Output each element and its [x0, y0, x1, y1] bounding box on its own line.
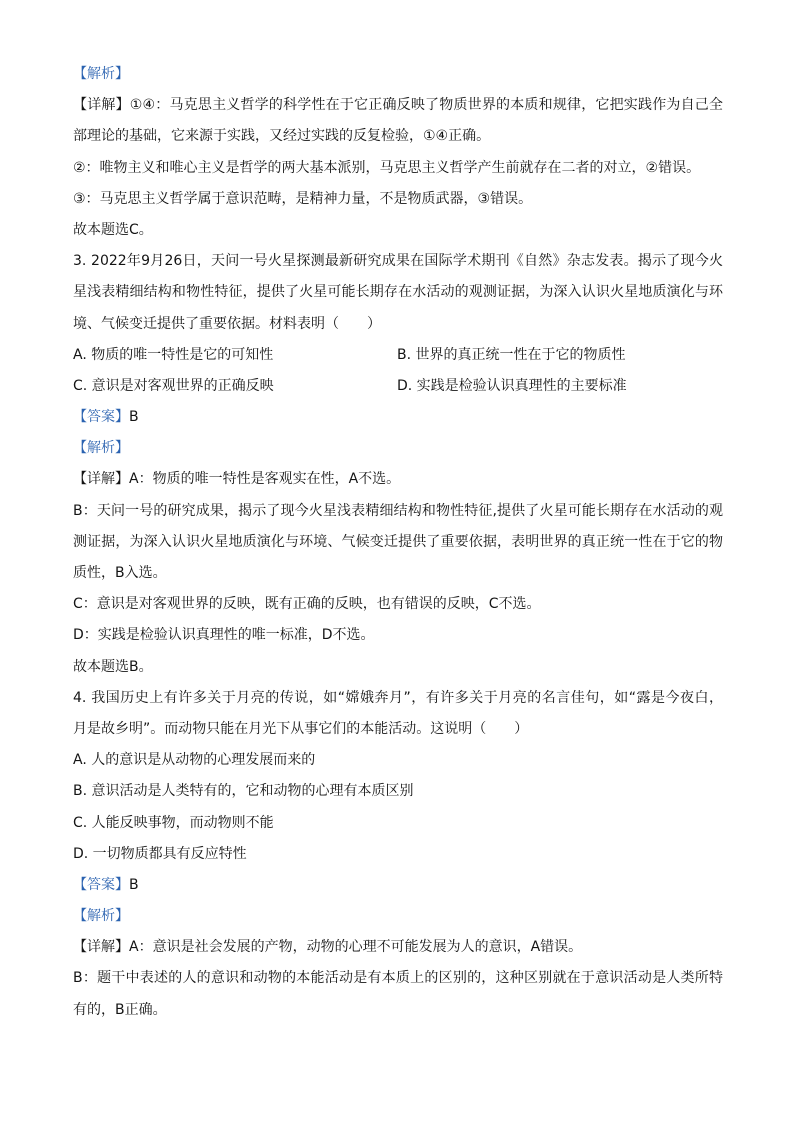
option-row — [73, 340, 723, 371]
answer-line — [73, 402, 723, 433]
detail-text: ①④：马克思主义哲学的科学性在于它正确反映了物质世界的本质和规律，它把实践作为自己全 — [129, 97, 723, 114]
detail-line: 测证据，为深入认识火星地质演化与环境、气候变迁提供了重要依据，表明世界的真正统一性在于它的物 — [73, 533, 723, 550]
question-stem-line: 3. 2022年9月26日，天问一号火星探测最新研究成果在国际学术期刊《自然》杂志发表。揭示了现今火 — [73, 253, 723, 270]
conclusion: 故本题选C。 — [73, 221, 153, 238]
question-stem-line: 4. 我国历史上有许多关于月亮的传说，如“嫦娥奔月”，有许多关于月亮的名言佳句，如“露是今夜白， — [73, 689, 723, 706]
option-c: C. 意识是对客观世界的正确反映 — [73, 377, 274, 394]
detail-line: C：意识是对客观世界的反映，既有正确的反映，也有错误的反映，C不选。 — [73, 596, 541, 613]
question-2-tail — [73, 59, 723, 246]
detail-line — [73, 90, 723, 121]
question-stem-line: 境、气候变迁提供了重要依据。材料表明（ ） — [73, 315, 381, 332]
detail-label: 【详解】 — [73, 939, 129, 956]
analysis-label: 【解析】 — [73, 440, 129, 457]
answer-label: 【答案】 — [73, 409, 129, 426]
option-b: B. 世界的真正统一性在于它的物质性 — [397, 346, 626, 363]
answer-value: B — [129, 876, 139, 893]
detail-line: 部理论的基础，它来源于实践，又经过实践的反复检验，①④正确。 — [73, 128, 491, 145]
detail-text: A：意识是社会发展的产物，动物的心理不可能发展为人的意识，A错误。 — [129, 939, 583, 956]
detail-line: ②：唯物主义和唯心主义是哲学的两大基本派别，马克思主义哲学产生前就存在二者的对立，②错误。 — [73, 159, 701, 176]
detail-line — [73, 932, 723, 963]
detail-line: D：实践是检验认识真理性的唯一标准，D不选。 — [73, 627, 375, 644]
analysis-label: 【解析】 — [73, 908, 129, 925]
analysis-label: 【解析】 — [73, 66, 129, 82]
option-d: D. 一切物质都具有反应特性 — [73, 845, 247, 862]
question-3 — [73, 246, 723, 683]
detail-label: 【详解】 — [73, 471, 129, 488]
question-stem-line: 月是故乡明”。而动物只能在月光下从事它们的本能活动。这说明（ ） — [73, 720, 529, 737]
detail-line: B：天问一号的研究成果，揭示了现今火星浅表精细结构和物性特征,提供了火星可能长期存在水活动的观 — [73, 502, 723, 519]
option-c: C. 人能反映事物，而动物则不能 — [73, 814, 274, 831]
document-page — [73, 59, 723, 1026]
option-a: A. 物质的唯一特性是它的可知性 — [73, 346, 274, 363]
answer-line — [73, 870, 723, 901]
option-a: A. 人的意识是从动物的心理发展而来的 — [73, 752, 316, 769]
option-d: D. 实践是检验认识真理性的主要标准 — [397, 377, 627, 394]
detail-line: 有的，B正确。 — [73, 1001, 167, 1018]
answer-value: B — [129, 409, 139, 426]
detail-line: 质性，B入选。 — [73, 565, 167, 581]
detail-label: 【详解】 — [73, 97, 130, 114]
option-b: B. 意识活动是人类特有的，它和动物的心理有本质区别 — [73, 783, 414, 800]
detail-line — [73, 464, 723, 495]
conclusion: 故本题选B。 — [73, 658, 153, 675]
detail-line: ③：马克思主义哲学属于意识范畴，是精神力量，不是物质武器，③错误。 — [73, 190, 533, 207]
detail-line: B：题干中表述的人的意识和动物的本能活动是有本质上的区别的，这种区别就在于意识活动是人类所特 — [73, 970, 723, 987]
answer-label: 【答案】 — [73, 876, 129, 893]
option-row — [73, 371, 723, 402]
question-4 — [73, 683, 723, 1026]
detail-text: A：物质的唯一特性是客观实在性，A不选。 — [129, 471, 401, 488]
question-stem-line: 星浅表精细结构和物性特征，提供了火星可能长期存在水活动的观测证据，为深入认识火星地质演化与环 — [73, 284, 723, 301]
